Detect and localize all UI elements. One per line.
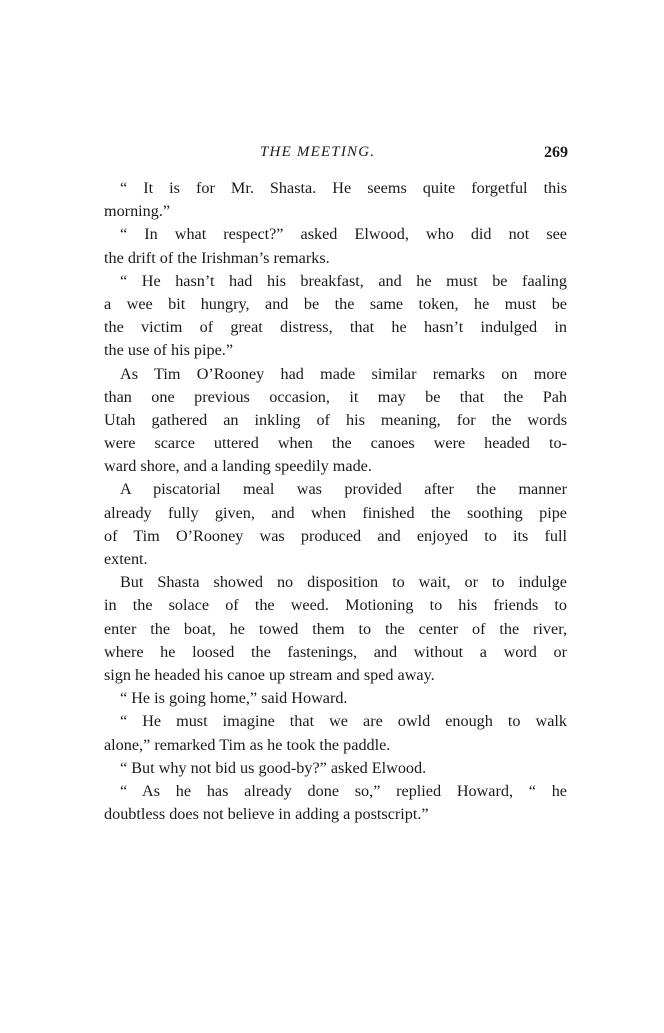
text-line: “ He must imagine that we are owld enough to walk [120, 712, 567, 731]
text-line: in the solace of the weed. Motioning to his friends to [104, 596, 567, 615]
text-line: “ In what respect?” asked Elwood, who did not see [120, 225, 567, 244]
text-line: were scarce uttered when the canoes were headed to- [104, 434, 567, 453]
text-line: the drift of the Irishman’s remarks. [104, 248, 330, 267]
text-line: morning.” [104, 202, 171, 221]
text-line: ward shore, and a landing speedily made. [104, 457, 372, 476]
text-line: than one previous occasion, it may be that the Pah [104, 387, 567, 406]
text-line: the use of his pipe.” [104, 341, 234, 360]
text-line: doubtless does not believe in adding a postscript.” [104, 805, 429, 824]
text-line: “ But why not bid us good-by?” asked Elwood. [120, 758, 427, 777]
chapter-title: THE MEETING. [260, 144, 376, 160]
body-text [104, 177, 567, 826]
text-line: where he loosed the fastenings, and without a word or [104, 642, 567, 661]
text-line: “ As he has already done so,” replied Howard, “ he [120, 781, 567, 800]
text-line: of Tim O’Rooney was produced and enjoyed to its full [104, 526, 567, 545]
text-line: “ He hasn’t had his breakfast, and he must be faaling [120, 271, 567, 290]
text-line: enter the boat, he towed them to the center of the river, [104, 619, 567, 638]
text-line: a wee bit hungry, and be the same token, he must be [104, 294, 567, 313]
page-number: 269 [544, 144, 568, 161]
text-line: the victim of great distress, that he hasn’t indulged in [104, 318, 567, 337]
text-line: Utah gathered an inkling of his meaning, for the words [104, 410, 567, 429]
text-line: already fully given, and when finished the soothing pipe [104, 503, 567, 522]
text-line: But Shasta showed no disposition to wait, or to indulge [120, 573, 567, 592]
text-line: extent. [104, 550, 148, 568]
text-line: A piscatorial meal was provided after the manner [120, 480, 567, 499]
running-head [104, 144, 568, 168]
text-line: sign he headed his canoe up stream and sped away. [104, 665, 435, 684]
text-line: alone,” remarked Tim as he took the paddle. [104, 735, 391, 754]
text-line: As Tim O’Rooney had made similar remarks on more [120, 364, 567, 383]
text-line: “ It is for Mr. Shasta. He seems quite forgetful this [120, 179, 567, 197]
text-line: “ He is going home,” said Howard. [120, 689, 348, 708]
